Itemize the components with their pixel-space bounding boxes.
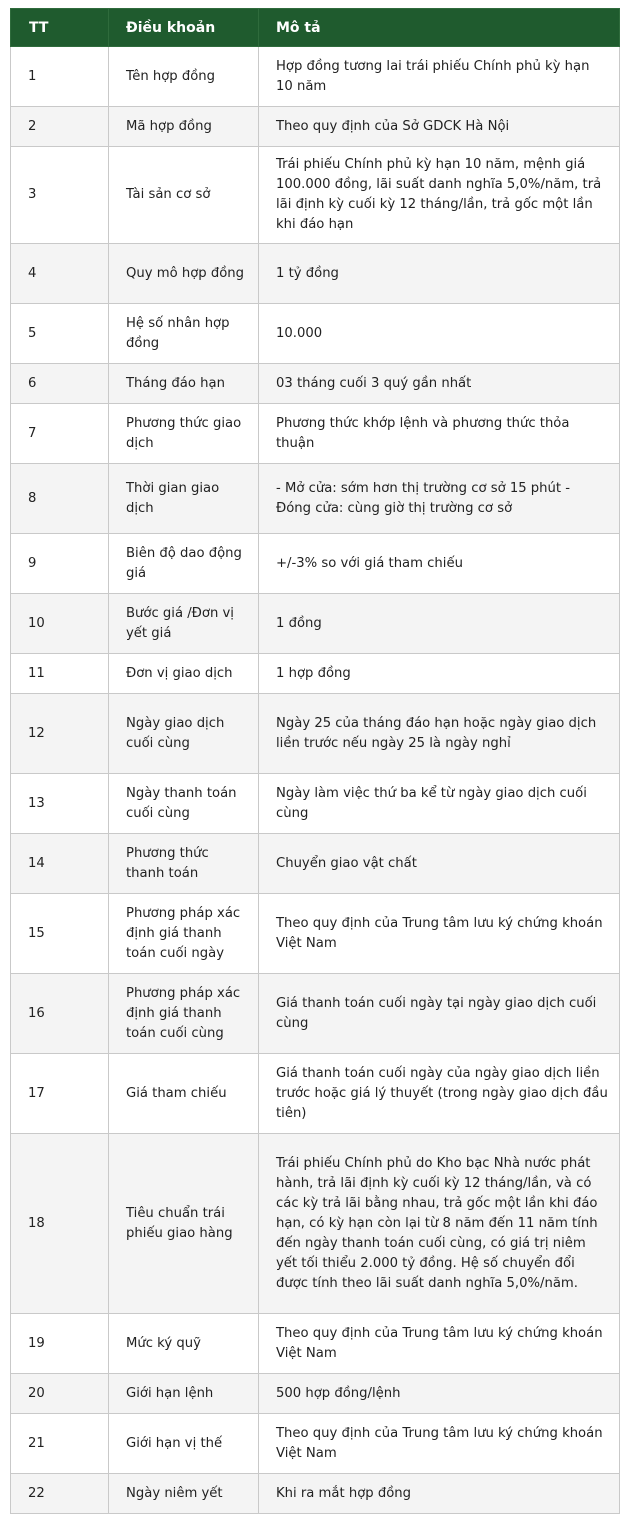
cell-term: Phương pháp xác định giá thanh toán cuối ngày [109,894,259,974]
cell-tt: 11 [11,654,109,694]
table-row [11,47,620,107]
table-row [11,304,620,364]
cell-tt: 19 [11,1314,109,1374]
table-body [11,47,620,1514]
cell-tt: 18 [11,1134,109,1314]
table-row [11,1414,620,1474]
cell-tt: 7 [11,404,109,464]
cell-tt: 15 [11,894,109,974]
table-row [11,834,620,894]
cell-term: Ngày thanh toán cuối cùng [109,774,259,834]
table-row [11,594,620,654]
cell-term: Quy mô hợp đồng [109,244,259,304]
table-row [11,364,620,404]
table-row [11,974,620,1054]
table-row [11,244,620,304]
table-row [11,534,620,594]
table-row [11,694,620,774]
cell-tt: 20 [11,1374,109,1414]
table-row [11,107,620,147]
cell-tt: 1 [11,47,109,107]
table-row [11,1134,620,1314]
cell-term: Giới hạn vị thế [109,1414,259,1474]
cell-term: Mã hợp đồng [109,107,259,147]
cell-term: Thời gian giao dịch [109,464,259,534]
cell-tt: 8 [11,464,109,534]
cell-term: Bước giá /Đơn vị yết giá [109,594,259,654]
header-row [11,9,620,47]
table-row [11,1314,620,1374]
cell-tt: 13 [11,774,109,834]
cell-description: Ngày làm việc thứ ba kể từ ngày giao dịch cuối cùng [259,774,620,834]
cell-tt: 6 [11,364,109,404]
cell-tt: 16 [11,974,109,1054]
cell-term: Giá tham chiếu [109,1054,259,1134]
cell-tt: 5 [11,304,109,364]
cell-term: Tài sản cơ sở [109,147,259,244]
cell-description: Hợp đồng tương lai trái phiếu Chính phủ kỳ hạn 10 năm [259,47,620,107]
cell-term: Giới hạn lệnh [109,1374,259,1414]
cell-description: Theo quy định của Trung tâm lưu ký chứng khoán Việt Nam [259,894,620,974]
cell-description: Theo quy định của Trung tâm lưu ký chứng khoán Việt Nam [259,1314,620,1374]
table-row [11,464,620,534]
cell-tt: 2 [11,107,109,147]
cell-description: Chuyển giao vật chất [259,834,620,894]
cell-term: Phương thức giao dịch [109,404,259,464]
cell-description: Trái phiếu Chính phủ kỳ hạn 10 năm, mệnh giá 100.000 đồng, lãi suất danh nghĩa 5,0%/năm, trả lãi định kỳ cuối kỳ 12 tháng/lần, trả gốc một lần khi đáo hạn [259,147,620,244]
contract-spec-table-container [10,8,619,1514]
cell-term: Ngày niêm yết [109,1474,259,1514]
cell-tt: 10 [11,594,109,654]
table-row [11,147,620,244]
table-row [11,1054,620,1134]
cell-description: 1 hợp đồng [259,654,620,694]
cell-term: Đơn vị giao dịch [109,654,259,694]
cell-description: 1 tỷ đồng [259,244,620,304]
cell-tt: 14 [11,834,109,894]
cell-tt: 22 [11,1474,109,1514]
cell-tt: 17 [11,1054,109,1134]
header-tt: TT [11,9,109,47]
table-row [11,894,620,974]
cell-description: Trái phiếu Chính phủ do Kho bạc Nhà nước phát hành, trả lãi định kỳ cuối kỳ 12 tháng/lần, và có các kỳ trả lãi bằng nhau, trả gốc một lần khi đáo hạn, có kỳ hạn còn lại từ 8 năm đến 11 năm tính đến ngày thanh toán cuối cùng, có giá trị niêm yết tối thiểu 2.000 tỷ đồng. Hệ số chuyển đổi được tính theo lãi suất danh nghĩa 5,0%/năm. [259,1134,620,1314]
cell-description: Ngày 25 của tháng đáo hạn hoặc ngày giao dịch liền trước nếu ngày 25 là ngày nghỉ [259,694,620,774]
cell-term: Tên hợp đồng [109,47,259,107]
cell-term: Mức ký quỹ [109,1314,259,1374]
cell-description: 500 hợp đồng/lệnh [259,1374,620,1414]
table-row [11,654,620,694]
cell-description: - Mở cửa: sớm hơn thị trường cơ sở 15 phút - Đóng cửa: cùng giờ thị trường cơ sở [259,464,620,534]
cell-term: Phương pháp xác định giá thanh toán cuối cùng [109,974,259,1054]
cell-term: Biên độ dao động giá [109,534,259,594]
cell-description: Theo quy định của Sở GDCK Hà Nội [259,107,620,147]
cell-tt: 21 [11,1414,109,1474]
table-row [11,1374,620,1414]
cell-tt: 4 [11,244,109,304]
cell-description: 03 tháng cuối 3 quý gần nhất [259,364,620,404]
cell-tt: 9 [11,534,109,594]
cell-term: Tháng đáo hạn [109,364,259,404]
cell-description: Giá thanh toán cuối ngày của ngày giao dịch liền trước hoặc giá lý thuyết (trong ngày giao dịch đầu tiên) [259,1054,620,1134]
cell-description: Phương thức khớp lệnh và phương thức thỏa thuận [259,404,620,464]
cell-description: Khi ra mắt hợp đồng [259,1474,620,1514]
cell-description: +/-3% so với giá tham chiếu [259,534,620,594]
table-row [11,404,620,464]
table-header [11,9,620,47]
cell-tt: 3 [11,147,109,244]
cell-description: 10.000 [259,304,620,364]
cell-term: Phương thức thanh toán [109,834,259,894]
cell-term: Ngày giao dịch cuối cùng [109,694,259,774]
table-row [11,774,620,834]
cell-description: Theo quy định của Trung tâm lưu ký chứng khoán Việt Nam [259,1414,620,1474]
cell-description: 1 đồng [259,594,620,654]
cell-tt: 12 [11,694,109,774]
cell-term: Hệ số nhân hợp đồng [109,304,259,364]
cell-term: Tiêu chuẩn trái phiếu giao hàng [109,1134,259,1314]
table-row [11,1474,620,1514]
header-term: Điều khoản [109,9,259,47]
header-description: Mô tả [259,9,620,47]
contract-spec-table [10,8,620,1514]
cell-description: Giá thanh toán cuối ngày tại ngày giao dịch cuối cùng [259,974,620,1054]
